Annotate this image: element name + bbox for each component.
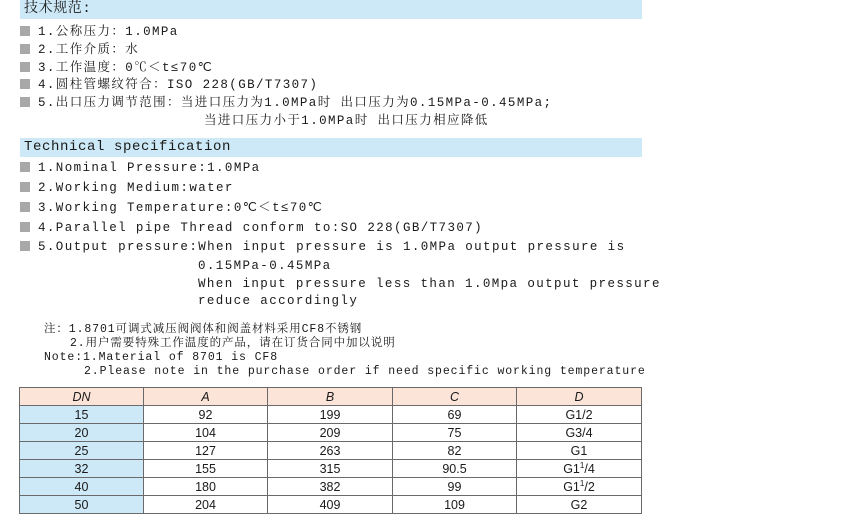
- bullet-square-icon: [20, 26, 30, 36]
- note-cn-1: 注：1.8701可调式减压阀阀体和阀盖材料采用CF8不锈钢: [44, 323, 363, 336]
- cell-c: 69: [393, 406, 517, 424]
- cell-c: 90.5: [393, 460, 517, 478]
- en-spec-item-5: 5.Output pressure:When input pressure is 1.0MPa output pressure is: [20, 238, 625, 256]
- cell-d: $G1^1/2$: [517, 478, 642, 496]
- cell-a: 155: [144, 460, 268, 478]
- note-en-2: 2.Please note in the purchase order if need specific working temperature: [84, 365, 646, 378]
- en-spec-item-1: 1.Nominal Pressure:1.0MPa: [20, 159, 261, 177]
- cell-c: 82: [393, 442, 517, 460]
- en-spec-item-5-continued-1: 0.15MPa-0.45MPa: [198, 259, 332, 273]
- cell-dn: 25: [20, 442, 144, 460]
- bullet-square-icon: [20, 202, 30, 212]
- cell-dn: 20: [20, 424, 144, 442]
- en-section-title: Technical specification: [24, 139, 232, 155]
- cell-a: 180: [144, 478, 268, 496]
- cell-b: 315: [268, 460, 393, 478]
- cell-d: G1/2: [517, 406, 642, 424]
- cell-c: 75: [393, 424, 517, 442]
- cell-dn: 50: [20, 496, 144, 514]
- cell-c: 109: [393, 496, 517, 514]
- cell-d: $G1^1/4$: [517, 460, 642, 478]
- bullet-square-icon: [20, 79, 30, 89]
- cn-spec-item-2: 2.工作介质：水: [20, 41, 139, 59]
- cell-a: 127: [144, 442, 268, 460]
- header-a: A: [144, 388, 268, 406]
- dimension-table: [19, 387, 642, 514]
- cell-d: G3/4: [517, 424, 642, 442]
- bullet-square-icon: [20, 44, 30, 54]
- bullet-square-icon: [20, 162, 30, 172]
- cell-b: 199: [268, 406, 393, 424]
- cell-dn: 32: [20, 460, 144, 478]
- cn-spec-item-1: 1.公称压力：1.0MPa: [20, 23, 179, 41]
- cell-b: 263: [268, 442, 393, 460]
- header-d: D: [517, 388, 642, 406]
- cell-dn: 40: [20, 478, 144, 496]
- header-c: C: [393, 388, 517, 406]
- en-spec-item-5-continued-3: reduce accordingly: [198, 294, 359, 308]
- cn-spec-item-4: 4.圆柱管螺纹符合：ISO 228(GB/T7307): [20, 76, 318, 94]
- table-row: [20, 424, 642, 442]
- cell-d: G1: [517, 442, 642, 460]
- en-spec-item-4: 4.Parallel pipe Thread conform to:SO 228(GB/T7307): [20, 219, 483, 237]
- bullet-square-icon: [20, 241, 30, 251]
- cn-title-band: [20, 0, 642, 19]
- cell-a: 104: [144, 424, 268, 442]
- header-dn: DN: [20, 388, 144, 406]
- table-row: [20, 406, 642, 424]
- table-row: [20, 496, 642, 514]
- cell-dn: 15: [20, 406, 144, 424]
- en-spec-item-5-continued-2: When input pressure less than 1.0Mpa output pressure: [198, 277, 661, 291]
- table-row: [20, 460, 642, 478]
- cn-spec-item-5-continued: 当进口压力小于1.0MPa时 出口压力相应降低: [204, 114, 489, 128]
- cn-section-title: 技术规范:: [24, 1, 92, 17]
- cell-b: 382: [268, 478, 393, 496]
- bullet-square-icon: [20, 222, 30, 232]
- bullet-square-icon: [20, 97, 30, 107]
- table-row: [20, 478, 642, 496]
- table-row: [20, 442, 642, 460]
- cell-a: 92: [144, 406, 268, 424]
- bullet-square-icon: [20, 62, 30, 72]
- header-b: B: [268, 388, 393, 406]
- cell-c: 99: [393, 478, 517, 496]
- cn-spec-item-3: 3.工作温度：0℃＜t≤70℃: [20, 59, 213, 77]
- cell-b: 209: [268, 424, 393, 442]
- table-header-row: [20, 388, 642, 406]
- note-cn-2: 2.用户需要特殊工作温度的产品，请在订货合同中加以说明: [70, 337, 396, 350]
- en-spec-item-3: 3.Working Temperature:0℃＜t≤70℃: [20, 199, 323, 217]
- cell-d: G2: [517, 496, 642, 514]
- en-spec-item-2: 2.Working Medium:water: [20, 179, 234, 197]
- cell-a: 204: [144, 496, 268, 514]
- note-en-1: Note:1.Material of 8701 is CF8: [44, 351, 279, 364]
- cn-spec-item-5: 5.出口压力调节范围：当进口压力为1.0MPa时 出口压力为0.15MPa-0.45MPa;: [20, 94, 552, 112]
- cell-b: 409: [268, 496, 393, 514]
- bullet-square-icon: [20, 182, 30, 192]
